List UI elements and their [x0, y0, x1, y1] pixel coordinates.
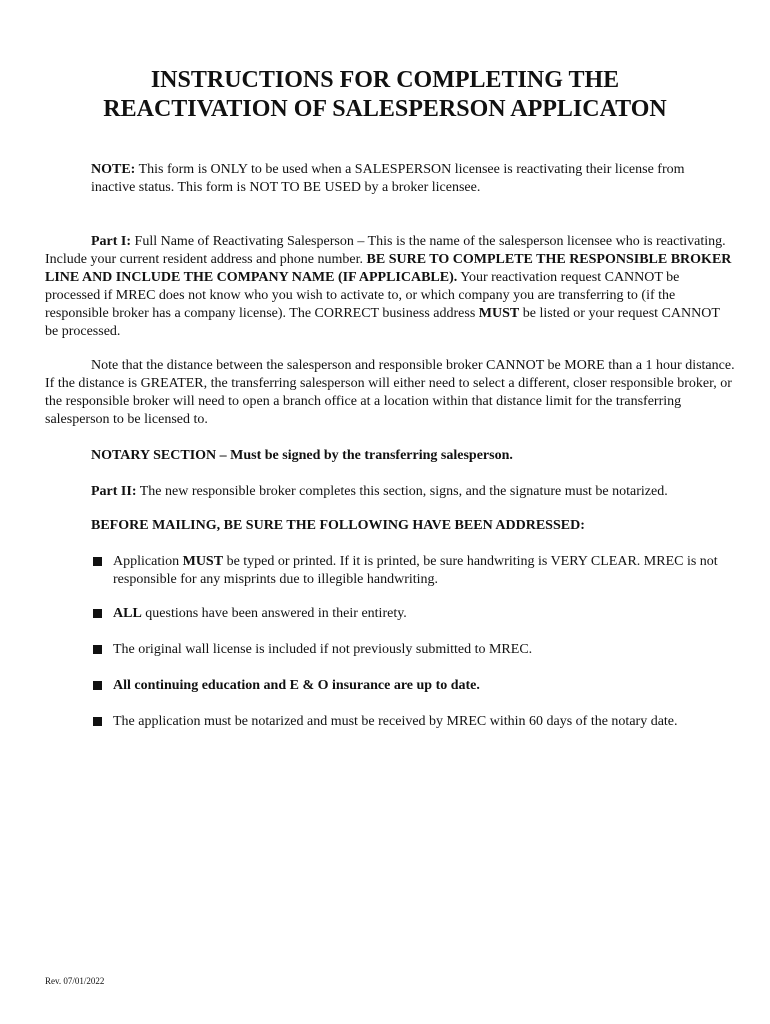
checklist-item: [91, 677, 741, 695]
distance-paragraph: [45, 357, 735, 429]
page-title: [40, 66, 730, 124]
note-text: This form is ONLY to be used when a SALESPERSON licensee is reactivating their license from inactive status. This form is NOT TO BE USED by a broker licensee.: [91, 162, 685, 195]
square-bullet-icon: [93, 681, 102, 690]
notary-section-heading: NOTARY SECTION – Must be signed by the transferring salesperson.: [91, 448, 513, 463]
item2-post: questions have been answered in their entirety.: [141, 606, 407, 621]
item1-bold: MUST: [182, 554, 224, 569]
square-bullet-icon: [93, 557, 102, 566]
checklist-item: [91, 553, 741, 589]
item1-post: be typed or printed. If it is printed, be sure handwriting is VERY CLEAR. MREC is not responsible for any misprints due to illegible handwriting.: [113, 554, 718, 587]
checklist-item: [91, 605, 741, 623]
checklist-item: [91, 713, 741, 731]
item4-text: All continuing education and E & O insurance are up to date.: [113, 678, 480, 693]
before-mailing-heading: BEFORE MAILING, BE SURE THE FOLLOWING HAVE BEEN ADDRESSED:: [91, 518, 585, 533]
part1-text-3: be listed or your request CANNOT be processed.: [45, 306, 720, 339]
square-bullet-icon: [93, 609, 102, 618]
distance-text: Note that the distance between the salesperson and responsible broker CANNOT be MORE than a 1 hour distance. If the distance is GREATER, the transferring salesperson will either need to select a different, closer responsible broker, or the responsible broker will need to open a branch office at a location within that distance limit for the transferring salesperson to be licensed to.: [45, 358, 735, 427]
item5-text: The application must be notarized and must be received by MREC within 60 days of the notary date.: [113, 714, 678, 729]
part2-text: The new responsible broker completes this section, signs, and the signature must be notarized.: [136, 484, 668, 499]
title-line-1: INSTRUCTIONS FOR COMPLETING THE: [150, 67, 620, 93]
part1-bold-2: MUST: [478, 306, 520, 321]
square-bullet-icon: [93, 645, 102, 654]
part1-paragraph: [45, 233, 735, 341]
part2-paragraph: [91, 483, 741, 501]
square-bullet-icon: [93, 717, 102, 726]
title-line-2: REACTIVATION OF SALESPERSON APPLICATON: [103, 96, 667, 122]
item1-pre: Application: [113, 554, 183, 569]
item2-bold: ALL: [113, 606, 142, 621]
item3-text: The original wall license is included if not previously submitted to MREC.: [113, 642, 533, 657]
part2-label: Part II:: [91, 484, 137, 499]
note-paragraph: [91, 161, 731, 197]
checklist-item: [91, 641, 741, 659]
part1-bold-1: BE SURE TO COMPLETE THE RESPONSIBLE BROKER LINE AND INCLUDE THE COMPANY NAME (IF APPLICABLE).: [45, 252, 732, 285]
revision-date: Rev. 07/01/2022: [45, 976, 105, 986]
part1-label: Part I:: [91, 234, 132, 249]
part1-text-1: Full Name of Reactivating Salesperson – This is the name of the salesperson licensee who is reactivating. Include your current resident address and phone number.: [45, 234, 726, 267]
part1-text-2: Your reactivation request CANNOT be processed if MREC does not know who you wish to activate to, or which company you are transferring to (if the responsible broker has a company license). The CORRECT business address: [45, 270, 680, 321]
note-label: NOTE:: [91, 162, 136, 177]
